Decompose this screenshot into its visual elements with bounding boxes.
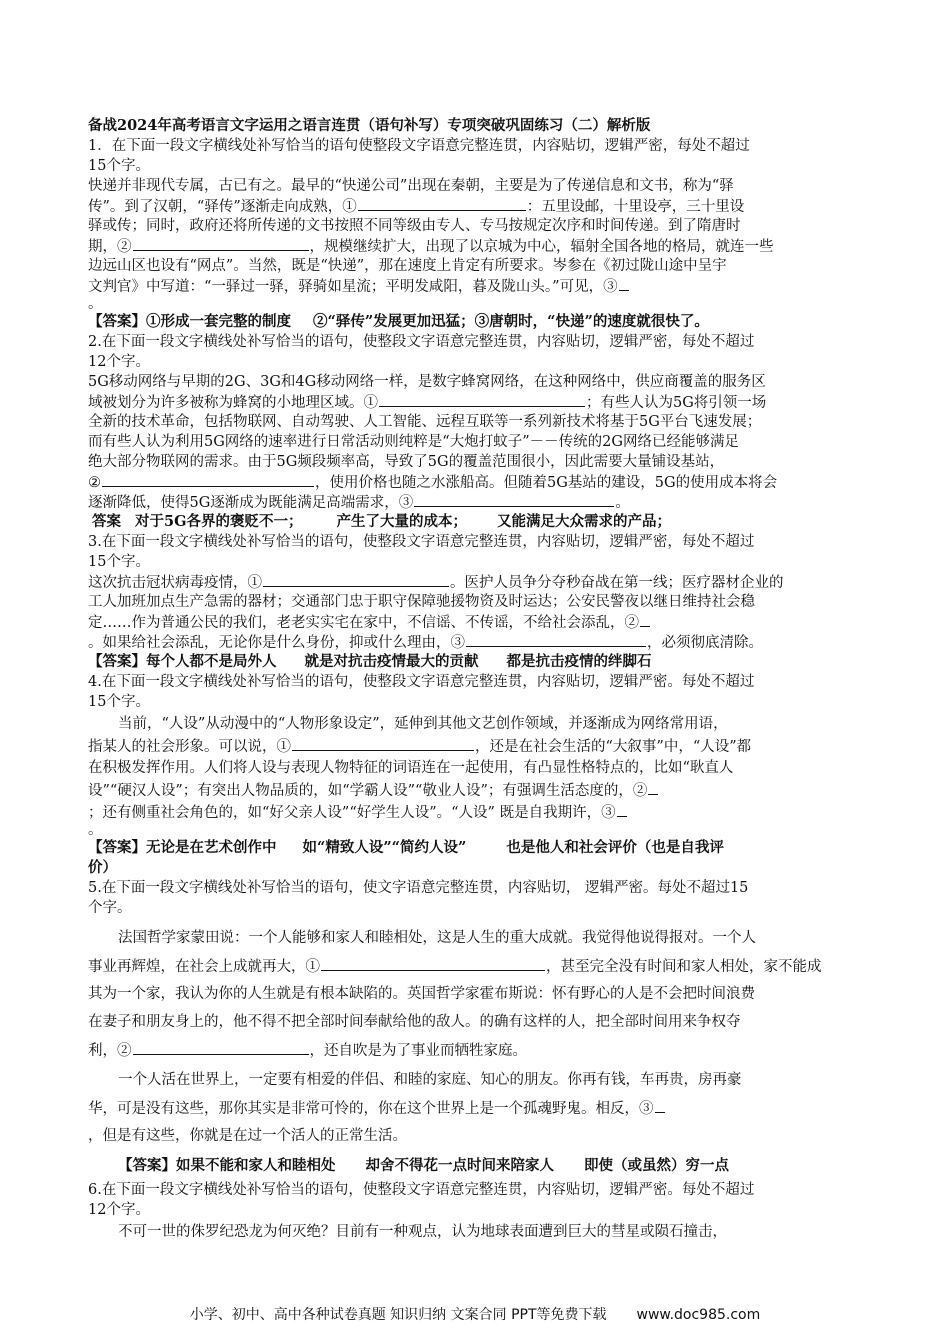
answer-blank[interactable]: [640, 612, 650, 627]
q1-prompt-line: 1．在下面一段文字横线处补写恰当的语句使整段文字语意完整连贯，内容贴切，逻辑严密，每处不超过: [88, 138, 750, 154]
q3-passage-line: 这次抗击冠状病毒疫情，① 。医护人员争分夺秒奋战在第一线；医疗器材企业的: [88, 572, 868, 593]
answer-blank[interactable]: [466, 632, 646, 647]
q3-prompt-line: 15个字。: [88, 554, 150, 570]
q1-answer: 【答案】①形成一套完整的制度 ②“驿传”发展更加迅猛；③唐朝时，“快递”的速度就很快了。: [88, 313, 709, 330]
q4-passage-line: 设”“硬汉人设”；有突出人物品质的，如“学霸人设”“敬业人设”；有强调生活态度的，②: [88, 780, 868, 801]
q5-passage-line: 一个人活在世界上，一定要有相爱的伴侣、和睦的家庭、知心的朋友。你再有钱，车再贵，房再豪: [118, 1072, 742, 1088]
q2-passage-line: 5G移动网络与早期的2G、3G和4G移动网络一样，是数字蜂窝网络，在这种网络中，供应商覆盖的服务区: [88, 374, 766, 390]
q5-passage-line: 事业再辉煌，在社会上成就再大，① ，甚至完全没有时间和家人相处，家不能成: [88, 956, 868, 977]
q1-passage-line: 边远山区也设有“网点”。当然，既是“快递”，那在速度上肯定有所要求。岑参在《初过陇山途中呈宇: [88, 258, 727, 274]
q4-passage-line: ；还有侧重社会角色的，如“好父亲人设”“好学生人设”。“人设” 既是自我期许，③: [88, 802, 868, 823]
answer-blank[interactable]: [263, 572, 449, 587]
q4-answer-cont: 价）: [88, 859, 117, 876]
q1-passage-line: 传”。到了汉朝，“驿传”逐渐走向成熟，① ：五里设邮，十里设亭，三十里设: [88, 196, 868, 217]
q4-passage-line: 当前，“人设”从动漫中的“人物形象设定”，延伸到其他文艺创作领域，并逐渐成为网络常用语，: [118, 716, 728, 732]
q5-passage-line: 利，② ，还自吹是为了事业而牺牲家庭。: [88, 1040, 868, 1061]
answer-blank[interactable]: [655, 1098, 665, 1113]
q2-passage-line: 绝大部分物联网的需求。由于5G频段频率高，导致了5G的覆盖范围很小，因此需要大量铺设基站，: [88, 454, 725, 470]
answer-blank[interactable]: [292, 736, 474, 751]
q5-prompt-line: 5.在下面一段文字横线处补写恰当的语句，使文字语意完整连贯，内容贴切， 逻辑严密。每处不超过15: [88, 880, 749, 896]
answer-blank[interactable]: [321, 956, 545, 971]
answer-blank[interactable]: [617, 802, 627, 817]
q5-answer: 【答案】如果不能和家人和睦相处 却舍不得花一点时间来陪家人 即使（或虽然）穷一点: [118, 1157, 729, 1174]
q4-passage-line: 指某人的社会形象。可以说，① ，还是在社会生活的“大叙事”中，“人设”都: [88, 736, 868, 757]
q4-passage-line: 。: [88, 822, 103, 838]
q6-passage-line: 不可一世的侏罗纪恐龙为何灭绝？目前有一种观点，认为地球表面遭到巨大的彗星或陨石撞击，: [118, 1224, 727, 1240]
q4-passage-line: 在积极发挥作用。人们将人设与表现人物特征的词语连在一起使用，有凸显性格特点的，比如“耿直人: [88, 760, 734, 776]
answer-blank[interactable]: [133, 236, 309, 251]
q2-passage-line: 逐渐降低，使得5G逐渐成为既能满足高端需求，③ 。: [88, 492, 868, 513]
q2-passage-line: 而有些人认为利用5G网络的速率进行日常活动则纯粹是“大炮打蚊子”－－传统的2G网络已经能够满足: [88, 434, 739, 450]
q2-passage-line: 全新的技术革命，包括物联网、自动驾驶、人工智能、远程互联等一系列新技术将基于5G平台飞速发展；: [88, 414, 762, 430]
q5-passage-line: 法国哲学家蒙田说：一个人能够和家人和睦相处，这是人生的重大成就。我觉得他说得报对。一个人: [118, 930, 756, 946]
page-footer: [0, 1304, 950, 1324]
answer-blank[interactable]: [379, 392, 585, 407]
q3-passage-line: 定……作为普通公民的我们，老老实实宅在家中，不信谣、不传谣，不给社会添乱，②: [88, 612, 868, 633]
q5-passage-line: 华，可是没有这些，那你其实是非常可怜的，你在这个世界上是一个孤魂野鬼。相反，③: [88, 1098, 868, 1119]
q2-answer: 答案 对于5G各界的褒贬不一； 产生了大量的成本； 又能满足大众需求的产品；: [92, 513, 671, 530]
q1-prompt-line: 15个字。: [88, 158, 150, 174]
answer-blank[interactable]: [102, 472, 314, 487]
answer-blank[interactable]: [648, 780, 658, 795]
q1-passage-line: 快递并非现代专属，古已有之。最早的“快递公司”出现在秦朝，主要是为了传递信息和文书，称为“驿: [88, 178, 734, 194]
document-title: 备战2024年高考语言文字运用之语言连贯（语句补写）专项突破巩固练习（二）解析版: [88, 117, 651, 134]
answer-blank[interactable]: [358, 196, 526, 211]
q3-prompt-line: 3.在下面一段文字横线处补写恰当的语句，使整段文字语意完整连贯，内容贴切，逻辑严密，每处不超过: [88, 534, 755, 550]
q2-passage-line: ② ，使用价格也随之水涨船高。但随着5G基站的建设，5G的使用成本将会: [88, 472, 868, 493]
footer-text: 小学、初中、高中各种试卷真题 知识归纳 文案合同 PPT等免费下载: [189, 1307, 607, 1323]
answer-blank[interactable]: [619, 276, 629, 291]
q6-prompt-line: 6.在下面一段文字横线处补写恰当的语句，使整段文字语意完整连贯，内容贴切，逻辑严密。每处不超过: [88, 1182, 755, 1198]
q4-prompt-line: 15个字。: [88, 694, 150, 710]
footer-url[interactable]: www.doc985.com: [636, 1307, 761, 1323]
q4-answer: 【答案】无论是在艺术创作中 如“精致人设”“简约人设” 也是他人和社会评价（也是自我评: [88, 839, 724, 856]
q1-passage-line: 。: [88, 296, 103, 312]
q1-passage-line: 驿或传；同时，政府还将所传递的文书按照不同等级由专人、专马按规定次序和时间传递。到了隋唐时: [88, 218, 741, 234]
q3-passage-line: 。如果给社会添乱，无论你是什么身份，抑或什么理由，③ ，必须彻底清除。: [88, 632, 868, 653]
q3-passage-line: 工人加班加点生产急需的器材；交通部门忠于职守保障驰援物资及时运达；公安民警夜以继日维持社会稳: [88, 594, 755, 610]
answer-blank[interactable]: [133, 1040, 309, 1055]
q1-passage-line: 期，② ，规模继续扩大，出现了以京城为中心，辐射全国各地的格局，就连一些: [88, 236, 868, 257]
q5-passage-line: 其为一个家，我认为你的人生就是有根本缺陷的。英国哲学家霍布斯说：怀有野心的人是不会把时间浪费: [88, 986, 755, 1002]
answer-blank[interactable]: [414, 492, 614, 507]
q4-prompt-line: 4.在下面一段文字横线处补写恰当的语句，使整段文字语意完整连贯，内容贴切，逻辑严密。每处不超过: [88, 674, 755, 690]
q6-prompt-line: 12个字。: [88, 1202, 150, 1218]
q5-passage-line: ，但是有这些，你就是在过一个活人的正常生活。: [88, 1128, 407, 1144]
q5-prompt-line: 个字。: [88, 900, 132, 916]
q2-prompt-line: 12个字。: [88, 354, 150, 370]
q1-passage-line: 文判官》中写道：“一驿过一驿，驿骑如星流；平明发咸阳，暮及陇山头。”可见，③: [88, 276, 868, 297]
q2-passage-line: 域被划分为许多被称为蜂窝的小地理区域。① ；有些人认为5G将引领一场: [88, 392, 868, 413]
q3-answer: 【答案】每个人都不是局外人 就是对抗击疫情最大的贡献 都是抗击疫情的绊脚石: [88, 653, 652, 670]
q5-passage-line: 在妻子和朋友身上的，他不得不把全部时间奉献给他的敌人。的确有这样的人，把全部时间用来争权夺: [88, 1014, 741, 1030]
q2-prompt-line: 2.在下面一段文字横线处补写恰当的语句，使整段文字语意完整连贯，内容贴切，逻辑严密，每处不超过: [88, 334, 755, 350]
